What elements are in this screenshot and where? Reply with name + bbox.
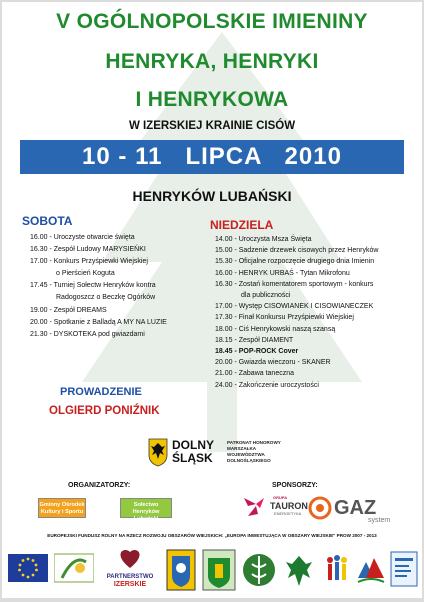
- sunday-schedule-item: 21.00 - Zabawa taneczna: [215, 370, 294, 378]
- poster-title-line1: V OGÓLNOPOLSKIE IMIENINY: [56, 10, 368, 33]
- saturday-schedule: [30, 232, 208, 341]
- saturday-schedule-item: Radogoszcz o Beczkę Ogórków: [56, 294, 156, 302]
- organizers-label: ORGANIZATORZY:: [68, 482, 131, 489]
- lower-silesia-eagle-icon: [282, 548, 316, 592]
- dolny-text: DOLNY: [172, 438, 214, 452]
- gaz-text: GAZ: [334, 497, 377, 519]
- poster-title-line3: I HENRYKOWA: [135, 88, 289, 111]
- partner-logos-strip: [6, 544, 418, 596]
- saturday-schedule-item: 17.45 - Turniej Sołectw Henryków kontra: [30, 282, 156, 290]
- sunday-schedule-item: 14.00 - Uroczysta Msza Święta: [215, 236, 312, 243]
- partnerstwo-text-line1: PARTNERSTWO: [106, 574, 154, 580]
- sunday-schedule-item: 24.00 - Zakończenie uroczystości: [215, 381, 319, 389]
- sunday-schedule: [215, 234, 420, 391]
- people-logo-icon: [322, 548, 352, 592]
- patron-line2: MARSZAŁKA: [227, 446, 257, 451]
- saturday-schedule-item: 20.00 - Spotkanie z Balladą A MY NA LUZIE: [30, 318, 167, 326]
- program-logo-icon: [390, 548, 418, 592]
- location-heading: HENRYKÓW LUBAŃSKI: [132, 188, 292, 204]
- patron-line1: PATRONAT HONOROWY: [227, 440, 281, 445]
- tauron-text: TAURON: [270, 501, 308, 511]
- org2-line2: Henryków Lubański: [132, 509, 160, 522]
- dolny-slask-logo-text: [172, 439, 214, 465]
- sunday-schedule-item: 16.30 - Zostań komentatorem sportowym - konkurs: [215, 280, 374, 288]
- sunday-schedule-item: 17.30 - Finał Konkursu Przyśpiewki Wiejskiej: [215, 314, 354, 322]
- saturday-schedule-item: 16.00 - Uroczyste otwarcie święta: [30, 234, 135, 241]
- sunday-schedule-item: 18.00 - Ciś Henrykowski naszą szansą: [215, 325, 336, 333]
- poster-title-line2: HENRYKA, HENRYKI: [105, 50, 319, 73]
- event-poster: [2, 2, 422, 598]
- saturday-schedule-item: 17.00 - Konkurs Przyśpiewki Wiejskiej: [30, 258, 148, 266]
- sunday-heading: NIEDZIELA: [210, 218, 274, 232]
- patron-line3: WOJEWÓDZTWA: [227, 452, 265, 457]
- sunday-schedule-item: 17.00 - Występ CISOWIANEK I CISOWIANECZEK: [215, 303, 374, 311]
- sunday-schedule-item: 16.00 - HENRYK URBAŚ - Tytan Mikrofonu: [215, 269, 350, 277]
- eu-flag-icon: [8, 548, 48, 592]
- sponsors-label: SPONSORZY:: [272, 482, 318, 489]
- waves-logo-icon: [356, 548, 386, 592]
- sunday-schedule-item: 15.30 - Oficjalne rozpoczęcie drugiego dnia Imienin: [215, 258, 375, 266]
- host-name: OLGIERD PONIŹNIK: [49, 405, 160, 417]
- eagle-icon: [148, 437, 168, 467]
- tauron-energy-text: ENERGETYKA: [274, 511, 302, 516]
- slask-text: ŚLĄSK: [172, 451, 213, 465]
- coat-of-arms-1-icon: [166, 548, 196, 592]
- sunday-schedule-item: dla publiczności: [241, 292, 291, 300]
- organizer-solectwo-logo: [120, 498, 172, 522]
- saturday-schedule-item: o Pierścień Koguta: [56, 270, 115, 278]
- green-leaf-logo-icon: [242, 548, 276, 592]
- partnerstwo-izerskie-logo-icon: [100, 548, 160, 592]
- saturday-schedule-item: 19.00 - Zespół DREAMS: [30, 306, 107, 314]
- patron-text: [227, 440, 281, 464]
- org1-line2: Kultury i Sportu: [40, 509, 84, 515]
- tauron-group-text: GRUPA: [273, 495, 288, 500]
- date-text: 10 - 11 LIPCA 2010: [82, 143, 342, 170]
- eu-fund-text: EUROPEJSKI FUNDUSZ ROLNY NA RZECZ ROZWOJU OBSZARÓW WIEJSKICH: „EUROPA INWESTUJĄCA W OBSZARY WIEJSKIE" PROW 2007 - 2013: [47, 533, 377, 538]
- sunday-schedule-item: 18.45 - POP-ROCK Cover: [215, 348, 299, 356]
- org1-line1: Gminny Ośrodek: [39, 502, 85, 508]
- org2-line1: Sołectwo: [133, 502, 159, 508]
- patron-line4: DOLNOŚLĄSKIEGO: [227, 458, 271, 463]
- gaz-system-logo-icon: [308, 494, 418, 524]
- saturday-heading: SOBOTA: [22, 214, 73, 228]
- poster-subtitle: W IZERSKIEJ KRAINIE CISÓW: [128, 120, 296, 132]
- partnerstwo-text-line2: IZERSKIE: [113, 581, 147, 588]
- organizer-gok-logo: [38, 498, 86, 518]
- host-label: PROWADZENIE: [60, 386, 142, 398]
- saturday-schedule-item: 21.30 - DYSKOTEKA pod gwiazdami: [30, 330, 145, 338]
- saturday-schedule-item: 16.30 - Zespół Ludowy MARYSIEŃKI: [30, 246, 146, 254]
- sunday-schedule-item: 18.15 - Zespół DIAMENT: [215, 336, 294, 344]
- coat-of-arms-2-icon: [202, 548, 236, 592]
- leader-logo-icon: [54, 548, 94, 592]
- gaz-sub-text: system: [368, 517, 391, 524]
- date-banner: [20, 140, 404, 174]
- sunday-schedule-item: 15.00 - Sadzenie drzewek cisowych przez Henryków: [215, 247, 379, 255]
- sunday-schedule-item: 20.00 - Gwiazda wieczoru - SKANER: [215, 359, 331, 367]
